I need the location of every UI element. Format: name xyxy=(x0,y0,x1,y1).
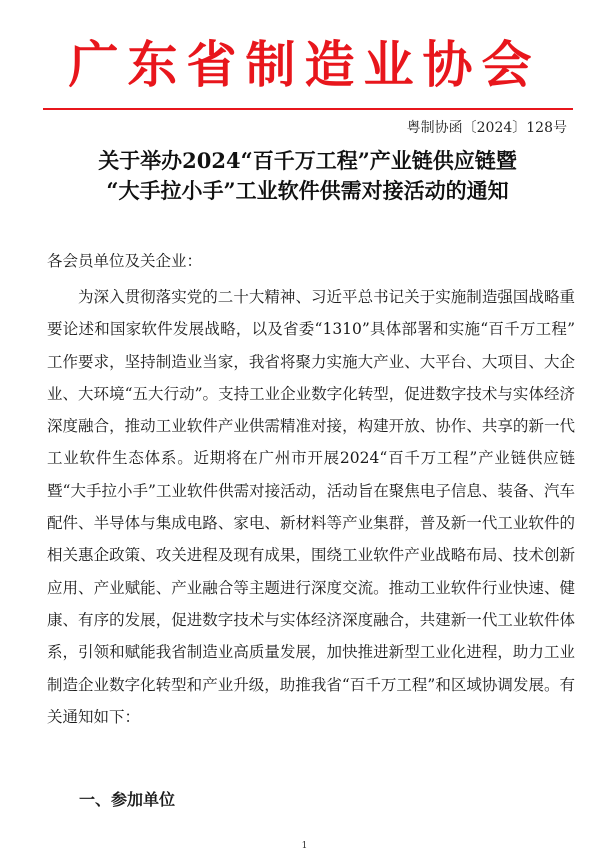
document-number: 粤制协函〔2024〕128号 xyxy=(406,120,567,136)
section-heading: 一、参加单位 xyxy=(79,790,176,809)
document-title xyxy=(40,146,575,206)
salutation: 各会员单位及关企业： xyxy=(47,252,203,270)
red-divider xyxy=(43,108,573,110)
organization-name: 广东省制造业协会 xyxy=(68,35,541,94)
body-paragraph: 为深入贯彻落实党的二十大精神、习近平总书记关于实施制造强国战略重要论述和国家软件发展战略，以及省委“1310”具体部署和实施“百千万工程” 工作要求，坚持制造业当家，我省将聚力实施大产业、大平台、大项目、大企业、大环境“五大行动”。支持工业企业数字化转型，促进数字技术与实体经济深度融合，推动工业软件产业供需精准对接，构建开放、协作、共享的新一代工业软件生态体系。近期将在广州市开展2024“百千万工程”产业链供应链暨“大手拉小手”工业软件供需对接活动，活动旨在聚焦电子信息、装备、汽车配件、半导体与集成电路、家电、新材料等产业集群，普及新一代工业软件的相关惠企政策、攻关进程及现有成果，围绕工业软件产业战略布局、技术创新应用、产业赋能、产业融合等主题进行深度交流。推动工业软件行业快速、健康、有序的发展，促进数字技术与实体经济深度融合，共建新一代工业软件体系，引领和赋能我省制造业高质量发展，加快推进新型工业化进程，助力工业制造企业数字化转型和产业升级，助推我省“百千万工程”和区域协调发展。有关通知如下： xyxy=(47,288,575,726)
page-number: 1 xyxy=(301,841,308,851)
title-line-1: 关于举办2024“百千万工程”产业链供应链暨 xyxy=(98,148,517,173)
title-line-2: “大手拉小手”工业软件供需对接活动的通知 xyxy=(106,178,509,203)
